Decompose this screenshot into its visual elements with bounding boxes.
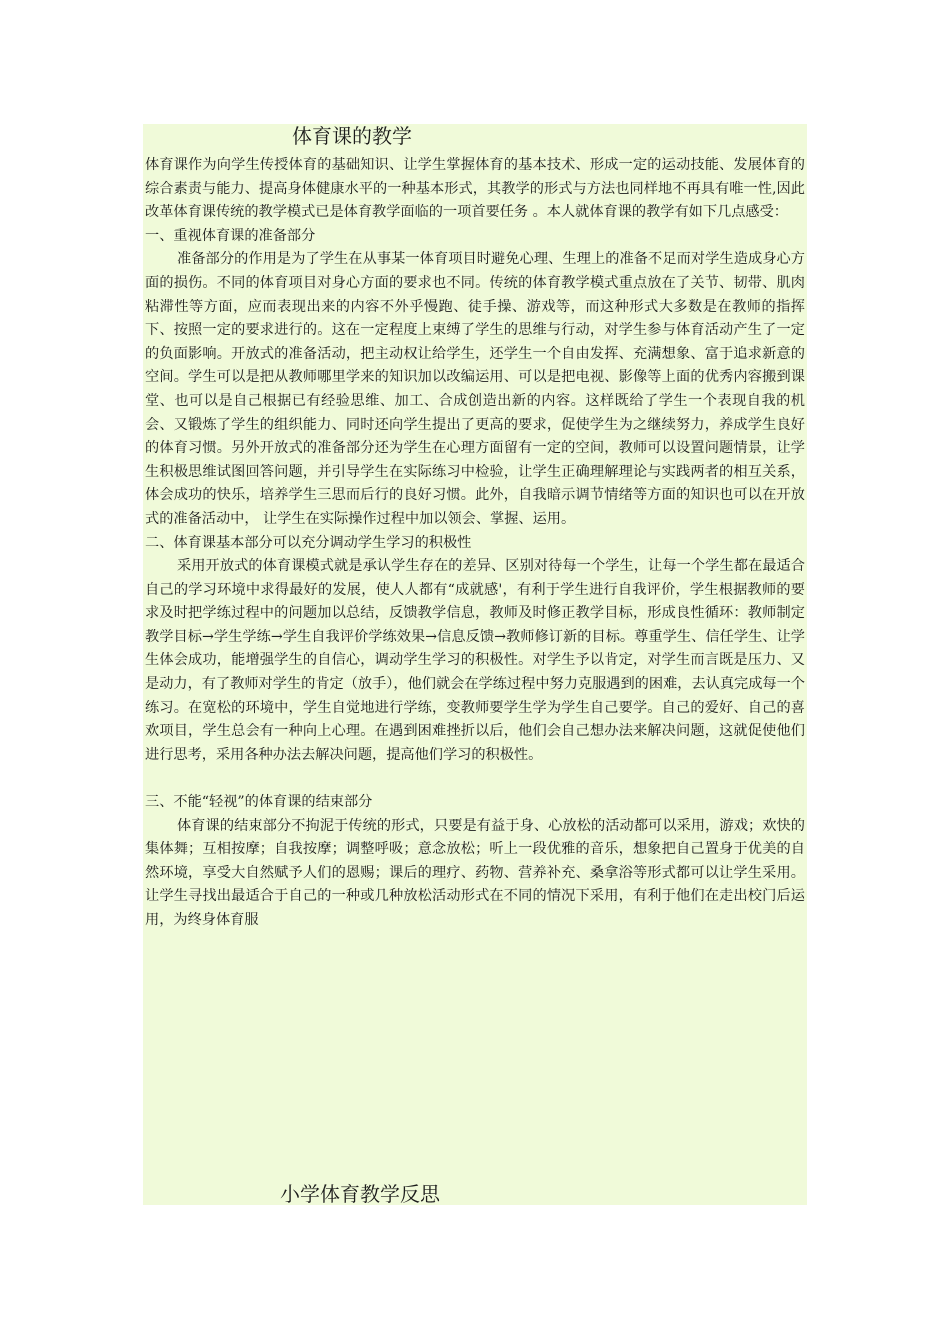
section-2-body: 采用开放式的体育课模式就是承认学生存在的差异、区别对待每一个学生，让每一个学生都在最适合自己的学习环境中求得最好的发展，使人人都有“成就感'，有利于学生进行自我评价，学生根据教师的要求及时把学练过程中的问题加以总结，反馈教学信息，教师及时修正教学目标，形成良性循环：教师制定教学目标→学生学练→学生自我评价学练效果→信息反馈→教师修订新的目标。尊重学生、信任学生、让学生体会成功，能增强学生的自信心，调动学生学习的积极性。对学生予以肯定，对学生而言既是压力、又是动力，有了教师对学生的肯定（放手），他们就会在学练过程中努力克服遇到的困难，去认真完成每一个练习。在宽松的环境中，学生自觉地进行学练，变教师要学生学为学生自己要学。自己的爱好、自己的喜欢项目，学生总会有一种向上心理。在遇到困难挫折以后，他们会自己想办法来解决问题，这就促使他们进行思考，采用各种办法去解决问题，提高他们学习的积极性。: [145, 558, 805, 763]
next-article-title: 小学体育教学反思: [280, 1182, 440, 1206]
document-body: [145, 154, 805, 933]
section-1-heading: 一、重视体育课的准备部分: [145, 227, 316, 244]
document-title: 体育课的教学: [292, 124, 412, 148]
blank-line: [145, 767, 805, 791]
section-3-heading: 三、不能“轻视”的体育课的结束部分: [145, 794, 373, 811]
intro-paragraph: 体育课作为向学生传授体育的基础知识、让学生掌握体育的基本技术、形成一定的运动技能、发展体育的综合素责与能力、提高身体健康水平的一种基本形式，其教学的形式与方法也同样地不再具有唯一性,因此改革体育课传统的教学模式已是体育教学面临的一项首要任务 。本人就体育课的教学有如下几点感受：: [145, 157, 805, 221]
section-1-body: 准备部分的作用是为了学生在从事某一体育项目时避免心理、生理上的准备不足而对学生造成身心方面的损伤。不同的体育项目对身心方面的要求也不同。传统的体育教学模式重点放在了关节、韧带、肌肉粘滞性等方面，应而表现出来的内容不外乎慢跑、徒手操、游戏等，而这种形式大多数是在教师的指挥下、按照一定的要求进行的。这在一定程度上束缚了学生的思维与行动，对学生参与体育活动产生了一定的负面影响。开放式的准备活动，把主动权让给学生，还学生一个自由发挥、充满想象、富于追求新意的空间。学生可以是把从教师哪里学来的知识加以改编运用、可以是把电视、影像等上面的优秀内容搬到课堂、也可以是自己根据已有经验思维、加工、合成创造出新的内容。这样既给了学生一个表现自我的机会、又锻炼了学生的组织能力、同时还向学生提出了更高的要求，促使学生为之继续努力，养成学生良好的体育习惯。另外开放式的准备部分还为学生在心理方面留有一定的空间，教师可以设置问题情景，让学生积极思维试图回答问题，并引导学生在实际练习中检验，让学生正确理解理论与实践两者的相互关系，体会成功的快乐，培养学生三思而后行的良好习惯。此外，自我暗示调节情绪等方面的知识也可以在开放式的准备活动中， 让学生在实际操作过程中加以领会、掌握、运用。: [145, 251, 805, 527]
section-3-body: 体育课的结束部分不拘泥于传统的形式，只要是有益于身、心放松的活动都可以采用，游戏；欢快的集体舞；互相按摩；自我按摩；调整呼吸；意念放松；听上一段优雅的音乐，想象把自己置身于优美的自然环境，享受大自然赋予人们的恩赐；课后的理疗、药物、营养补充、桑拿浴等形式都可以让学生采用。让学生寻找出最适合于自己的一种或几种放松活动形式在不同的情况下采用，有利于他们在走出校门后运用，为终身体育服: [145, 817, 805, 928]
section-2-heading: 二、体育课基本部分可以充分调动学生学习的积极性: [145, 534, 472, 551]
